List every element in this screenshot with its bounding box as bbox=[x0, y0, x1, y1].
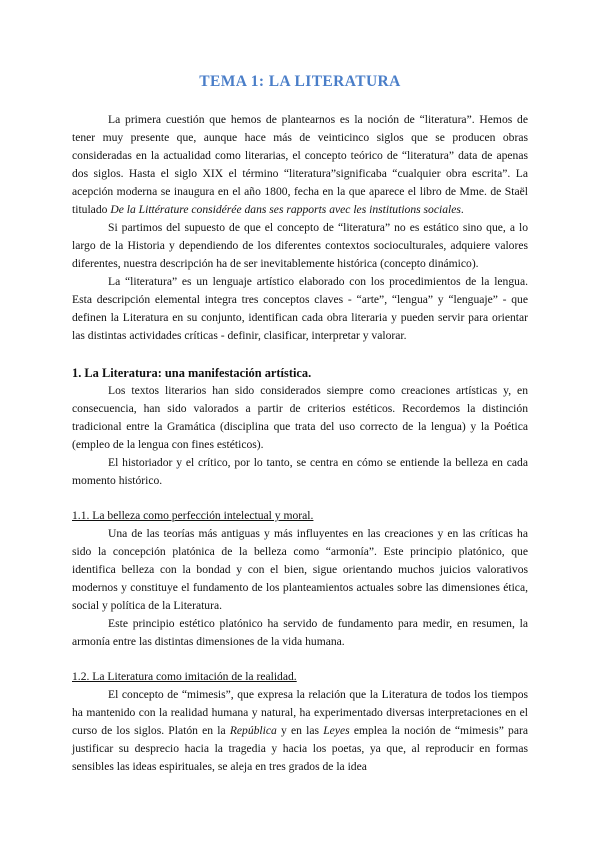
mimesis-text-c: emplea la noción de “mimesis” para justificar su desprecio hacia la tragedia y hacia los poetas, ya que, al reproducir en formas sensibles las ideas espirituales, se aleja en tres grados de la idea bbox=[72, 724, 528, 773]
mimesis-text-b: y en las bbox=[276, 724, 324, 737]
intro-paragraph-3: La “literatura” es un lenguaje artístico elaborado con los procedimientos de la lengua. Esta descripción elemental integra tres conceptos claves - “arte”, “lengua” y “lenguaje” - que definen la Literatura en su conjunto, identifican cada obra literaria y pueden servir para orientar las distintas actividades críticas - definir, clasificar, interpretar y valorar. bbox=[72, 275, 528, 342]
document-title: TEMA 1: LA LITERATURA bbox=[199, 73, 401, 90]
subsection-1-1-paragraph-1: Una de las teorías más antiguas y más influyentes en las creaciones y en las críticas ha sido la concepción platónica de la belleza como “armonía”. Este principio platónico, que identifica belleza con la bondad y con el bien, sigue orientando muchos juicios valorativos modernos y constituye el fundamento de los planteamientos actuales sobre las dimensiones ética, social y política de la Literatura. bbox=[72, 527, 528, 612]
document-page bbox=[72, 72, 528, 776]
stael-book-title: De la Littérature considérée dans ses rapports avec les institutions sociales bbox=[110, 203, 461, 216]
mimesis-text-a: El concepto de “mimesis”, que expresa la relación que la Literatura de todos los tiempos ha mantenido con la realidad humana y natural, ha experimentado diversas interpretaciones en el curso de los siglos. Platón en la bbox=[72, 688, 528, 737]
section-1-heading: 1. La Literatura: una manifestación artística. bbox=[72, 366, 312, 380]
republica-title: República bbox=[229, 724, 277, 737]
section-1-paragraph-1: Los textos literarios han sido considerados siempre como creaciones artísticas y, en consecuencia, han sido valorados a partir de criterios estéticos. Recordemos la distinción tradicional entre la Gramática (disciplina que trata del uso correcto de la lengua) y la Poética (empleo de la lengua con fines estéticos). bbox=[72, 384, 528, 451]
subsection-1-2-paragraph-1 bbox=[72, 686, 528, 776]
intro-paragraph-2: Si partimos del supuesto de que el concepto de “literatura” no es estático sino que, a lo largo de la Historia y dependiendo de los diferentes contextos socioculturales, adquiere valores diferentes, nuestra descripción ha de ser inevitablemente histórica (concepto dinámico). bbox=[72, 221, 528, 270]
leyes-title: Leyes bbox=[323, 724, 350, 737]
section-1-paragraph-2: El historiador y el crítico, por lo tanto, se centra en cómo se entiende la belleza en cada momento histórico. bbox=[72, 456, 528, 487]
intro-paragraph-1-text: La primera cuestión que hemos de plantearnos es la noción de “literatura”. Hemos de tener muy presente que, aunque hace más de veinticinco siglos que se producen obras consideradas en la actualidad como literarias, el concepto teórico de “literatura” data de apenas dos siglos. Hasta el siglo XIX el término “literatura”significaba “cualquier obra escrita”. La acepción moderna se inaugura en el año 1800, fecha en la que aparece el libro de Mme. de Staël titulado bbox=[72, 113, 528, 216]
subsection-1-1-paragraph-2: Este principio estético platónico ha servido de fundamento para medir, en resumen, la armonía entre las distintas dimensiones de la vida humana. bbox=[72, 617, 528, 648]
subsection-1-1-heading: 1.1. La belleza como perfección intelectual y moral. bbox=[72, 509, 314, 522]
intro-paragraph-1-end: . bbox=[460, 203, 464, 216]
intro-paragraph-1 bbox=[72, 111, 528, 219]
subsection-1-2-heading: 1.2. La Literatura como imitación de la realidad. bbox=[72, 670, 297, 683]
